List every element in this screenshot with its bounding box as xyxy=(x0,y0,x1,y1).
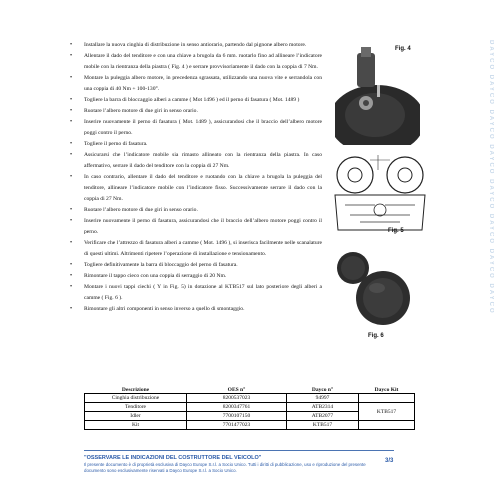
list-item: • Ruotare l’albero motore di due giri in senso orario. xyxy=(70,207,198,213)
table-cell xyxy=(359,394,415,403)
column-header: Dayco n° xyxy=(287,387,359,394)
column-header: OES n° xyxy=(187,387,287,394)
list-item: • Assicurarsi che l’indicatore mobile sia rimasto allineato con la rientranza della piastra. In caso affermativo, serrare il dado del tenditore con la coppia di 27 Nm. xyxy=(70,152,322,169)
table-cell-kit: KTB517 xyxy=(359,403,415,421)
figure-6-image xyxy=(335,250,420,325)
table-row xyxy=(85,421,415,430)
table-cell: 94997 xyxy=(287,394,359,403)
list-item: • Installare la nuova cinghia di distribuzione in senso antiorario, partendo dal pignone albero motore. xyxy=(70,42,307,48)
table-cell: ATB2314 xyxy=(287,403,359,412)
list-item: • Rimontare il tappo cieco con una coppia di serraggio di 20 Nm. xyxy=(70,273,227,279)
list-item: • Allentare il dado del tenditore e con una chiave a brugola da 6 mm. ruotarlo fino ad allineare l’indicatore mobile con la rientranza della piastra ( Fig. 4 ) e serrare provvisoriamente il dado con la coppia di 7 Nm. xyxy=(70,53,322,70)
table-row xyxy=(85,394,415,403)
column-header: Descrizione xyxy=(85,387,187,394)
footer-legal-text: Il presente documento è di proprietà esclusiva di Dayco Europe S.r.l. a Socio Unico. Tutti i diritti di pubblicazione, uso e riproduzione del presente documento sono esclusivamente riservati a Dayco Europe S.r.l. a Socio Unico. xyxy=(84,462,366,473)
list-item: • Togliere definitivamente la barra di bloccaggio del perno di fasatura. xyxy=(70,262,238,268)
list-item: • Rimontare gli altri componenti in senso inverso a quello di smontaggio. xyxy=(70,306,245,312)
list-item: • Togliere la barra di bloccaggio alberi a camme ( Mot 1496 ) ed il perno di fasatura ( Mot. 1489 ) xyxy=(70,97,300,103)
table-cell: Kit xyxy=(85,421,187,430)
table-cell: ATB2077 xyxy=(287,412,359,421)
column-header: Dayco Kit xyxy=(359,387,415,394)
list-item: • Ruotare l’albero motore di due giri in senso orario. xyxy=(70,108,198,114)
list-item: • Montare la puleggia albero motore, in precedenza sgrassata, utilizzando una nuova vite e serrandola con una coppia di 40 Nm + 100-130°. xyxy=(70,75,322,92)
list-item: • Inserire nuovamente il perno di fasatura, assicurandosi che il braccio dell’albero motore poggi contro il perno. xyxy=(70,218,322,235)
table-cell: 8200347761 xyxy=(187,403,287,412)
list-item: • Togliere il perno di fasatura. xyxy=(70,141,148,147)
table-cell: 7701477023 xyxy=(187,421,287,430)
figure-5-image xyxy=(330,150,430,235)
figure-4-image xyxy=(335,45,420,145)
table-cell: KTB517 xyxy=(287,421,359,430)
list-item: • Inserire nuovamente il perno di fasatura ( Mot. 1489 ), assicurandosi che il braccio dell’albero motore poggi contro il perno. xyxy=(70,119,322,136)
figure-6-label: Fig. 6 xyxy=(368,333,384,339)
brand-watermark: DAYCO DAYCO DAYCO DAYCO DAYCO DAYCO DAYCO DAYCO xyxy=(488,40,494,315)
table-cell: Idler xyxy=(85,412,187,421)
footer-title: "OSSERVARE LE INDICAZIONI DEL COSTRUTTORE DEL VEICOLO" xyxy=(84,455,262,461)
figure-4-label: Fig. 4 xyxy=(395,46,411,52)
page-number: 3/3 xyxy=(385,458,394,464)
list-item: • In caso contrario, allentare il dado del tenditore e ruotando con la chiave a brugola la puleggia del tenditore, allineare l’indicatore mobile con l’indicatore fisso. Successivamente serrare il dado con la coppia di 27 Nm. xyxy=(70,174,322,202)
table-row xyxy=(85,403,415,412)
list-item: • Montare i nuovi tappi ciechi ( Y in Fig. 5) in dotazione al KTB517 sul lato posteriore degli alberi a camme ( Fig. 6 ). xyxy=(70,284,322,301)
figure-5-label: Fig. 5 xyxy=(388,228,404,234)
table-cell xyxy=(359,421,415,430)
parts-table xyxy=(84,387,415,430)
table-cell: 7700107150 xyxy=(187,412,287,421)
footer-divider xyxy=(84,450,394,451)
table-cell: Tenditore xyxy=(85,403,187,412)
list-item: • Verificare che l’attrezzo di fasatura alberi a camme ( Mot. 1496 ), si inserisca facilmente nelle scanalature di questi ultimi. Altrimenti ripetere l’operazione di installazione e tensionamento. xyxy=(70,240,322,257)
table-cell: 8200537023 xyxy=(187,394,287,403)
instruction-list xyxy=(70,40,322,315)
table-cell: Cinghia distribuzione xyxy=(85,394,187,403)
